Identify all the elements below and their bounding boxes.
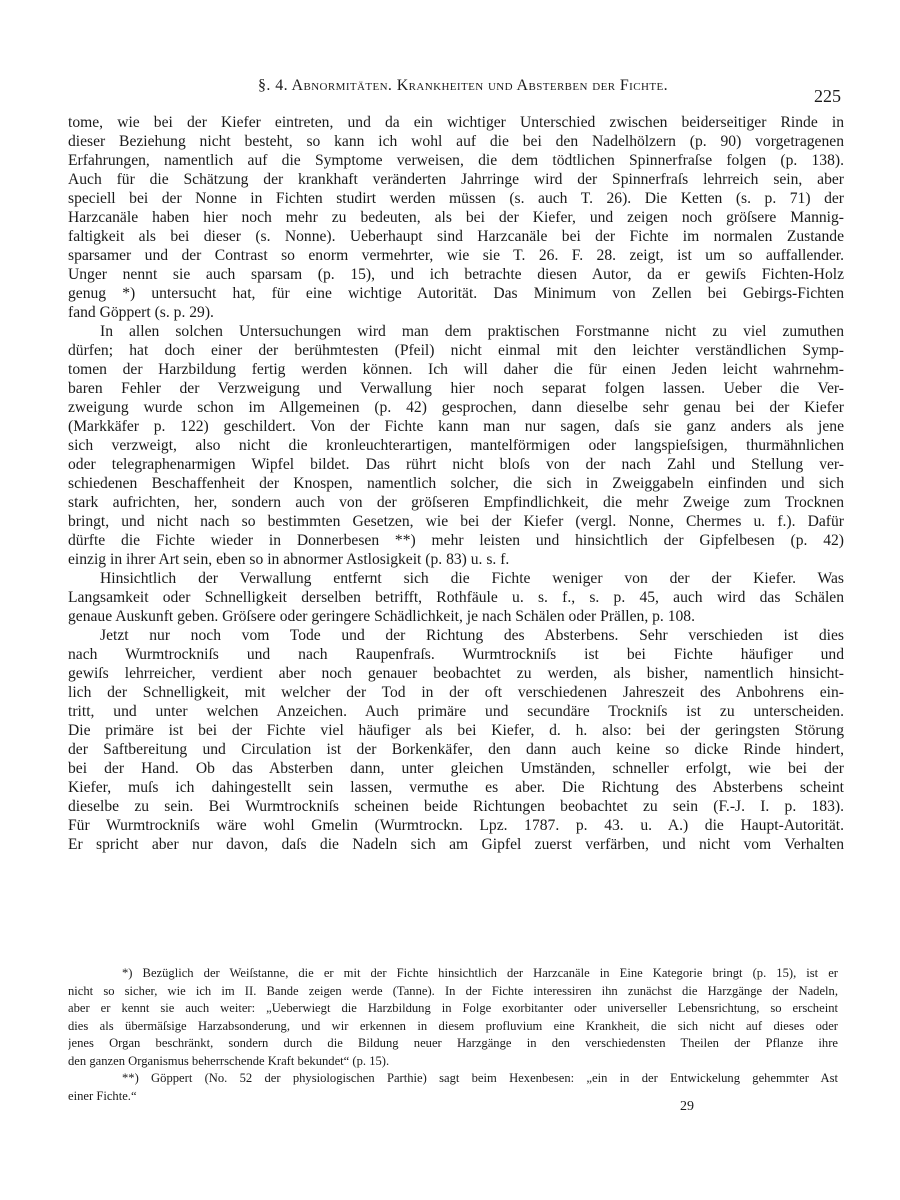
text-line: Langsamkeit oder Schnelligkeit derselben betrifft, Rothfäule u. s. f., s. p. 45, auch wird das Schälen <box>68 589 844 606</box>
text-line: baren Fehler der Verzweigung und Verwallung hier noch separat folgen lassen. Ueber die Ver- <box>68 380 844 397</box>
text-line: tome, wie bei der Kiefer eintreten, und da ein wichtiger Unterschied zwischen beiderseitiger Rinde in <box>68 114 844 131</box>
footnote-line: nicht so sicher, wie ich im II. Bande zeigen werde (Tanne). In der Fichte interessiren ihn zunächst die Harzgänge der Nadeln, <box>68 983 838 998</box>
text-line: tritt, und unter welchen Anzeichen. Auch primäre und secundäre Trockniſs ist zu unterscheiden. <box>68 703 844 720</box>
text-line: Harzcanäle haben hier noch mehr zu bedeuten, als bei der Kiefer, und zeigen noch gröſsere Mannig- <box>68 209 844 226</box>
text-line: Die primäre ist bei der Fichte viel häufiger als bei Kiefer, d. h. also: bei der geringsten Störung <box>68 722 844 739</box>
text-line: genaue Auskunft geben. Gröſsere oder geringere Schädlichkeit, je nach Schälen oder Prällen, p. 108. <box>68 608 696 625</box>
text-line: bringt, und nicht nach so bestimmten Gesetzen, wie bei der Kiefer (vergl. Nonne, Chermes u. f.). Dafür <box>68 513 844 530</box>
text-line: dieser Beziehung nicht besteht, so kann ich wohl auf die bei den Nadelhölzern (p. 90) vorgetragenen <box>68 133 844 150</box>
text-line: genug *) untersucht hat, für eine wichtige Autorität. Das Minimum von Zellen bei Gebirgs-Fichten <box>68 285 844 302</box>
footnotes <box>68 965 838 1105</box>
text-line: Hinsichtlich der Verwallung entfernt sich die Fichte weniger von der der Kiefer. Was <box>100 570 844 587</box>
text-line: schiedenen Beschaffenheit der Knospen, namentlich solcher, die sich in Zweiggabeln einfinden und sich <box>68 475 844 492</box>
text-line: Er spricht aber nur davon, daſs die Nadeln sich am Gipfel zuerst verfärben, und nicht vom Verhalten <box>68 836 844 853</box>
main-text <box>68 113 844 854</box>
text-line: In allen solchen Untersuchungen wird man dem praktischen Forstmanne nicht zu viel zumuthen <box>100 323 844 340</box>
text-line: dürfen; hat doch einer der berühmtesten (Pfeil) nicht einmal mit den leichter verständlichen Symp- <box>68 342 844 359</box>
text-line: Erfahrungen, namentlich auf die Symptome verweisen, die dem tödtlichen Spinnerfraſse folgen (p. 138). <box>68 152 844 169</box>
footnote-line: aber er kennt sie auch weiter: „Ueberwiegt die Harzbildung in Folge exorbitanter oder universeller Lebensrichtung, so erscheint <box>68 1001 838 1015</box>
text-line: fand Göppert (s. p. 29). <box>68 304 214 321</box>
text-line: sich verzweigt, also nicht die kronleuchterartigen, mantelförmigen oder langspieſsigen, thurmähnlichen <box>68 437 844 454</box>
footnote-line: einer Fichte.“ <box>68 1088 137 1103</box>
signature-mark: 29 <box>680 1099 694 1114</box>
text-line: Unger nennt sie auch sparsam (p. 15), und ich betrachte diesen Autor, da er gewiſs Fichten-Holz <box>68 266 844 283</box>
text-line: gewiſs lehrreicher, verdient aber noch genauer beobachtet zu werden, als bisher, namentlich hinsicht- <box>68 665 844 682</box>
text-line: Kiefer, muſs ich dahingestellt sein lassen, vermuthe es aber. Die Richtung des Absterbens scheint <box>68 779 844 796</box>
text-line: Für Wurmtrockniſs wäre wohl Gmelin (Wurmtrockn. Lpz. 1787. p. 43. u. A.) die Haupt-Autorität. <box>68 817 844 834</box>
text-line: bei der Hand. Ob das Absterben dann, unter gleichen Umständen, schneller erfolgt, wie bei der <box>68 760 844 777</box>
text-line: nach Wurmtrockniſs und nach Raupenfraſs. Wurmtrockniſs ist bei Fichte häufiger und <box>68 646 844 663</box>
text-line: sparsamer und der Contrast so enorm vermehrter, wie sie T. 26. F. 28. zeigt, ist um so auffallender. <box>68 247 844 264</box>
text-line: zweigung wurde schon im Allgemeinen (p. 42) gesprochen, dann dieselbe sehr genau bei der Kiefer <box>68 399 844 416</box>
text-line: einzig in ihrer Art sein, eben so in abnormer Astlosigkeit (p. 83) u. s. f. <box>68 551 510 568</box>
text-line: (Markkäfer p. 122) geschildert. Von der Fichte kann man nur sagen, daſs sie ganz anders als jene <box>68 418 844 435</box>
text-line: lich der Schnelligkeit, mit welcher der Tod in der oft verschiedenen Jahreszeit des Anbohrens ein- <box>68 684 844 701</box>
text-line: Jetzt nur noch vom Tode und der Richtung des Absterbens. Sehr verschieden ist dies <box>100 627 844 644</box>
text-line: Auch für die Schätzung der krankhaft veränderten Jahrringe wird der Spinnerfraſs lehrreich sein, aber <box>68 171 844 188</box>
footnote-line: den ganzen Organismus beherrschende Kraft bekundet“ (p. 15). <box>68 1053 390 1068</box>
page-number: 225 <box>814 86 841 106</box>
footnote-line: jenes Organ beschränkt, sondern durch die Bildung neuer Harzgänge in den verschiedensten Theilen der Pflanze ihre <box>68 1036 838 1050</box>
text-line: dieselbe zu sein. Bei Wurmtrockniſs scheinen beide Richtungen beobachtet zu sein (F.-J. I. p. 183). <box>68 798 844 815</box>
text-line: dürfte die Fichte wieder in Donnerbesen **) mehr leisten und hinsichtlich der Gipfelbesen (p. 42) <box>68 532 844 549</box>
running-header: §. 4. Abnormitäten. Krankheiten und Absterben der Fichte. <box>258 77 668 94</box>
footnote-line: dies als übermäſsige Harzabsonderung, und wir erkennen in diesem profluvium eine Krankheit, die sich nicht auf dieses oder <box>68 1018 838 1033</box>
text-line: tomen der Harzbildung fertig werden können. Ich will daher die für einen Jeden leicht wahrnehm- <box>68 361 844 378</box>
text-line: oder telegraphenarmigen Wipfel bildet. Das rührt nicht bloſs von der nach Zahl und Stellung ver- <box>68 456 844 473</box>
text-line: faltigkeit als bei dieser (s. Nonne). Ueberhaupt sind Harzcanäle bei der Fichte im normalen Zustande <box>68 228 844 245</box>
text-line: speciell bei der Nonne in Fichten studirt werden müssen (s. auch T. 26). Die Ketten (s. p. 71) der <box>68 190 844 207</box>
text-line: der Saftbereitung und Circulation ist der Borkenkäfer, den dann auch keine so dicke Rinde hindert, <box>68 741 844 758</box>
footnote-line: *) Bezüglich der Weiſstanne, die er mit der Fichte hinsichtlich der Harzcanäle in Eine Kategorie bringt (p. 15), ist er <box>122 966 838 980</box>
text-line: stark aufrichten, her, sondern auch von der gröſseren Empfindlichkeit, die mehr Zweige zum Trocknen <box>68 494 844 511</box>
footnote-line: **) Göppert (No. 52 der physiologischen Parthie) sagt beim Hexenbesen: „ein in der Entwickelung gehemmter Ast <box>122 1071 838 1085</box>
